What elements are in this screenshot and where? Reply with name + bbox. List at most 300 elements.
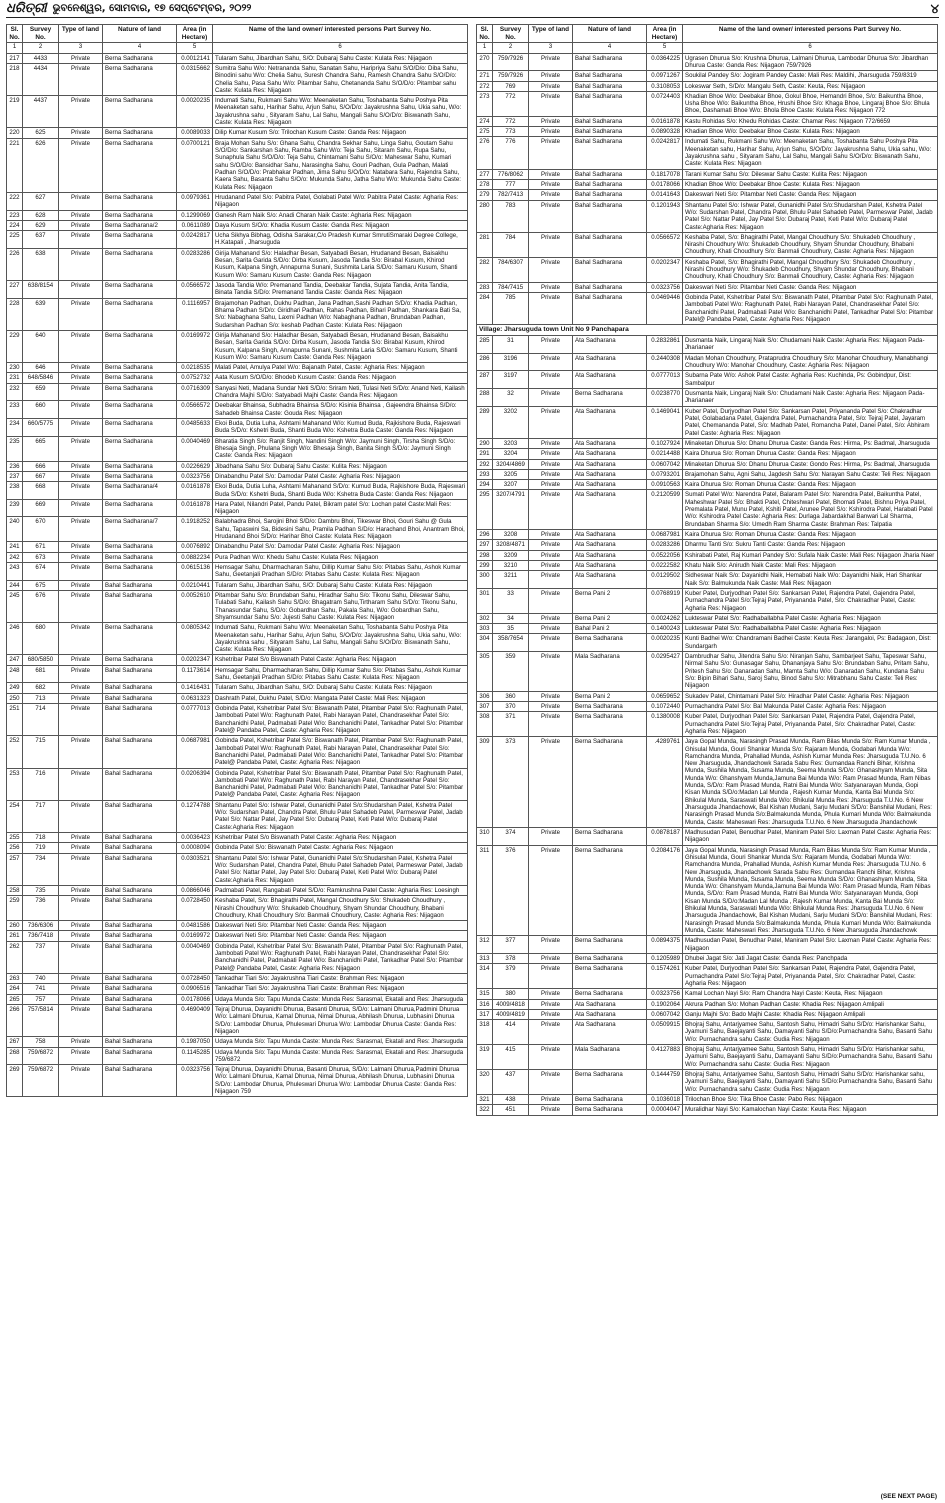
- land-nature: Bahal Sadharana: [573, 169, 647, 179]
- survey-number: 451: [493, 1105, 529, 1115]
- serial-number: 249: [7, 683, 23, 693]
- owner-names: Malati Patel, Amulya Patel W/o: Bajanath Patel, Caste: Agharia Res: Nijagaon: [213, 363, 468, 373]
- land-type: Private: [529, 490, 573, 530]
- land-nature: Bahal Sadharana: [573, 137, 647, 169]
- land-nature: Ata Sadharana: [573, 1009, 647, 1019]
- area-hectare: 0.1145285: [177, 1047, 213, 1065]
- survey-number: 660: [23, 401, 59, 419]
- area-hectare: 0.0611089: [177, 220, 213, 230]
- land-nature: Ata Sadharana: [573, 449, 647, 459]
- land-type: Private: [529, 1070, 573, 1095]
- area-hectare: 0.0566572: [647, 232, 683, 257]
- survey-number: 648/5846: [23, 373, 59, 383]
- land-nature: Berna Sadharana: [103, 298, 177, 330]
- land-type: Private: [59, 471, 103, 481]
- land-nature: Berna Sadharana: [103, 128, 177, 138]
- land-nature: Bahal Sadharana: [103, 665, 177, 683]
- owner-names: Kaira Dhurua S/o: Roman Dhurua Caste: Ganda Res: Nijagaon: [683, 480, 938, 490]
- owner-names: Brajamohan Padhan, Dukhu Padhan, Jana Padhan,Sashi Padhan S/D/o: Khadia Padhan, Bhama Padhan S/D/o: Giridhari Padhan, Rahas Padhan, Bihari Padhan, Shankara Bati Sa, S/o: Nabaghana Sahu, Laxmi Padhan W/o: Nabaghana Padhan, Brundaban Padhan, Sudarshan Padhan S/o: keshab Padhan Caste: Kulata Res: Nijagaon: [213, 298, 468, 330]
- land-type: Private: [529, 282, 573, 292]
- serial-number: 273: [477, 91, 493, 116]
- table-row: [7, 330, 468, 362]
- serial-number: 225: [7, 231, 23, 249]
- land-nature: Bahal Sadharana: [573, 127, 647, 137]
- area-hectare: 0.0161878: [177, 482, 213, 500]
- owner-names: Udaya Munda S/o: Tapu Munda Caste: Munda Res: Sarasmal, Ekatali and Res: Jharsuguda: [213, 1037, 468, 1047]
- land-type: Private: [59, 220, 103, 230]
- serial-number: 256: [7, 843, 23, 853]
- land-type: Private: [529, 550, 573, 560]
- land-nature: Bahal Sadharana: [573, 116, 647, 126]
- land-type: Private: [59, 931, 103, 941]
- owner-names: Tankadhar Tiari S/o: Jayakrushna Tiari Caste: Brahman Res: Nijagaon: [213, 974, 468, 984]
- serial-number: 291: [477, 449, 493, 459]
- survey-number: 736: [23, 896, 59, 921]
- serial-number: 266: [7, 1004, 23, 1036]
- survey-number: 735: [23, 885, 59, 895]
- owner-names: Muralidhar Nayi S/o: Kamalochan Nayi Caste: Keuta Res: Nijagaon: [683, 1105, 938, 1115]
- serial-number: 284: [477, 293, 493, 325]
- table-row: [477, 200, 938, 232]
- area-hectare: 0.1274788: [177, 800, 213, 832]
- land-nature: Berna Sadharana: [573, 936, 647, 954]
- serial-number: 308: [477, 712, 493, 737]
- serial-number: 231: [7, 373, 23, 383]
- column-header: Name of the land owner/ interested persons Part Survey No.: [683, 25, 938, 43]
- serial-number: 260: [7, 921, 23, 931]
- survey-number: 668: [23, 482, 59, 500]
- serial-number: 248: [7, 665, 23, 683]
- owner-names: Minaketan Dhurua S/o: Dhanu Dhurua Caste: Gondo Res: Hirma, Ps: Badmal, Jharsuguda: [683, 459, 938, 469]
- table-row: [477, 459, 938, 469]
- area-hectare: 0.0323756: [647, 989, 683, 999]
- owner-names: Khatu Naik S/o: Anirudh Naik Caste: Mali Res: Nijagaon: [683, 560, 938, 570]
- land-type: Private: [59, 665, 103, 683]
- area-hectare: 0.1987050: [177, 1037, 213, 1047]
- column-number: 3: [529, 43, 573, 53]
- area-hectare: 0.1036018: [647, 1094, 683, 1104]
- land-type: Private: [59, 461, 103, 471]
- land-type: Private: [529, 624, 573, 634]
- column-number: 6: [213, 43, 468, 53]
- owner-names: Keshaba Patel, S/o: Bhagirathi Patel, Mangal Choudhury S/o: Shukadeb Choudhury , Nirashi Choudhury W/o: Shukadeb Choudhury, Shyam Shundar Choudhury, Bhabani Choudhury, Khati Choudhury S/o: Banmali Choudhury, Caste: Agharia Res: Nijagaon: [683, 232, 938, 257]
- table-row: [7, 623, 468, 655]
- area-hectare: 0.2120599: [647, 490, 683, 530]
- column-header: Nature of land: [573, 25, 647, 43]
- land-nature: Berna Sadharana: [573, 712, 647, 737]
- survey-number: 675: [23, 580, 59, 590]
- land-nature: Bahal Sadharana: [573, 179, 647, 189]
- serial-number: 303: [477, 624, 493, 634]
- survey-number: 717: [23, 800, 59, 832]
- survey-number: 3196: [493, 353, 529, 371]
- area-hectare: 0.0777013: [177, 704, 213, 736]
- area-hectare: 0.0607042: [647, 1009, 683, 1019]
- serial-number: 301: [477, 588, 493, 613]
- table-row: [7, 984, 468, 994]
- land-type: Private: [59, 517, 103, 542]
- land-nature: Ata Sadharana: [573, 480, 647, 490]
- area-hectare: 0.3108053: [647, 81, 683, 91]
- area-hectare: 0.0226629: [177, 461, 213, 471]
- table-row: [7, 542, 468, 552]
- land-nature: Bahal Sadharana: [573, 81, 647, 91]
- survey-number: 719: [23, 843, 59, 853]
- land-nature: Bahal Sadharana: [103, 931, 177, 941]
- survey-number: 637: [23, 231, 59, 249]
- area-hectare: 0.0700121: [177, 138, 213, 192]
- land-type: Private: [529, 293, 573, 325]
- owner-names: Tularam Sahu, Jibardhan Sahu, S/O: Dubaraj Sahu Caste: Kulata Res: Nijagaon: [213, 580, 468, 590]
- land-nature: Berna Sadharana: [103, 383, 177, 401]
- land-nature: Berna Sadharana: [573, 989, 647, 999]
- land-nature: Bahal Sadharana: [103, 683, 177, 693]
- owner-names: Ekoi Buda, Dutia Luha, Ashtami Mahanand S/D/o: Kumud Buda, Rajkishore Buda, Rajeswari Buda S/D/o: Kshetri Buda, Shanti Buda W/o: Kshetra Buda Caste: Ganda Res: Nijagaon: [213, 482, 468, 500]
- owner-names: Purnachandra Patel S/o: Bal Makunda Patel Caste: Agharia Res: Nijagaon: [683, 701, 938, 711]
- area-hectare: 0.0283286: [177, 248, 213, 280]
- land-type: Private: [59, 281, 103, 299]
- table-row: [477, 169, 938, 179]
- survey-number: 4434: [23, 63, 59, 95]
- table-row: [7, 383, 468, 401]
- survey-number: 715: [23, 736, 59, 768]
- land-type: Private: [59, 542, 103, 552]
- table-row: [477, 936, 938, 954]
- table-row: [477, 490, 938, 530]
- column-number: 3: [59, 43, 103, 53]
- table-row: [477, 353, 938, 371]
- table-row: [477, 737, 938, 828]
- area-hectare: 0.1201943: [647, 200, 683, 232]
- serial-number: 237: [7, 471, 23, 481]
- serial-number: 250: [7, 693, 23, 703]
- owner-names: Ganju Majhi S/o: Bado Majhi Caste: Khadia Res: Nijagaon Amlipali: [683, 1009, 938, 1019]
- serial-number: 270: [477, 53, 493, 71]
- land-type: Private: [529, 999, 573, 1009]
- area-hectare: 0.0687981: [647, 530, 683, 540]
- owner-names: Madan Mohan Choudhury, Prataprudra Choudhury S/o: Manohar Choudhury, Manabhangi Choudhury W/o: Manohar Choudhury, Caste: Agharia Res: Nijagaon: [683, 353, 938, 371]
- survey-number: 758: [23, 1037, 59, 1047]
- land-type: Private: [529, 1045, 573, 1070]
- area-hectare: 0.0161878: [647, 116, 683, 126]
- area-hectare: 0.0210441: [177, 580, 213, 590]
- survey-number: 680/5850: [23, 655, 59, 665]
- serial-number: 227: [7, 281, 23, 299]
- serial-number: 297: [477, 540, 493, 550]
- area-hectare: 0.0777013: [647, 371, 683, 389]
- serial-number: 310: [477, 827, 493, 845]
- owner-names: Girija Mahanand S/o: Haladhar Besan, Satyabadi Besan, Hrudanand Besan, Baisakhu Besan, Sarita Garida S/D/o: Dirba Kusum, Jasoda Tandia S/o: Birabal Kusum, Khirod Kusum, Kalpana Singh, Annapurna Sunani, Sushmita Laria S/D/o: Samaru Kusum, Shanti Kusum W/o: Samaru Kusum Caste: Ganda Res: Nijagaon: [213, 330, 468, 362]
- area-hectare: 0.0020235: [177, 96, 213, 128]
- owner-names: Jaya Gopal Munda, Narasingh Prasad Munda, Ram Bilas Munda S/o: Ram Kumar Munda , Ghisulal Munda, Gouri Shankar Munda S/o: Rajaram Munda, Godabari Munda W/o: Ramchandra Munda, Prahallad Munda, Ashish Kumar Munda Res: Jharsuguda T.U.No. 6 New Jharsuguda, Jhandachowk Sarada Sabu Res: Gumandaa Ranchi Bihar, Krishna Munda, Sushila Munda, Susama Munda, Seema Munda S/D/o: Ghanashyam Munda, Sita Munda W/o: Ghanshyam Munda,Jamuna Bai Munda W/o: Ram Prasad Munda, Ram Nibas Munda, S/D/o: Ram Prasad Munda, Ratni Bai Munda W/o: Satyanarayan Munda, Gopi Kisan Munda S/D/o:Madan Lal Munda , Rajesh Kumar Munda, Kanta Bai Munda S/o: Bhikulal Munda, Saraswati Munda W/o: Bhikulal Munda Res: Jharsuguda T.U.No. 6 New Jharsuguda Jhandachowk, Bal Kishan Mudani, Sarju Mudani S/D/o: Banshilal Mudani, Res: Narasingh Prasad Munda S/o:Balmakunda Munda, Phula Kumari Munda W/o: Balmakunda Munda, Caste: Maheswari Res: Jharsuguda T.U.No. 6 New Jharsuguda Jhandachowk: [683, 845, 938, 936]
- owner-names: Madhusudan Patel, Benudhar Patel, Maniram Patel S/o: Laxman Patel Caste: Agharia Res: Nijagaon: [683, 827, 938, 845]
- owner-names: Ganesh Ram Naik S/o: Anadi Charan Naik Caste: Agharia Res: Nijagaon: [213, 210, 468, 220]
- survey-number: 670: [23, 517, 59, 542]
- owner-names: Kuber Patel, Durjyodhan Patel S/o: Sankarsan Patel, Rajendra Patel, Gajendra Patel, Purnachandra Patel S/o:Tejraj Patel, Priyananda Patel, S/o: Chakradhar Patel, Caste: Agharia Res: Nijagaon: [683, 588, 938, 613]
- land-type: Private: [529, 1020, 573, 1045]
- land-type: Private: [59, 736, 103, 768]
- serial-number: 251: [7, 704, 23, 736]
- land-type: Private: [59, 383, 103, 401]
- area-hectare: 0.1299069: [177, 210, 213, 220]
- owner-names: Dhubei Jagat S/o: Jati Jagat Caste: Ganda Res: Panchpada: [683, 953, 938, 963]
- table-row: [7, 192, 468, 210]
- table-row: [7, 843, 468, 853]
- area-hectare: 0.0315662: [177, 63, 213, 95]
- table-row: [7, 517, 468, 542]
- area-hectare: 0.1918252: [177, 517, 213, 542]
- serial-number: 265: [7, 994, 23, 1004]
- owner-names: Udaya Munda S/o: Tapu Munda Caste: Munda Res: Sarasmal, Ekatali and Res: Jharsuguda 759/6872: [213, 1047, 468, 1065]
- owner-names: Indumati Sahu, Rukmani Sahu W/o: Meenaketan Sahu, Toshabanta Sahu Poshya Pita Meenaketan sahu, Harihar Sahu, Arjun Sahu, S/O/D/o: Jayakrushna Sahu, Ukia sahu, W/o: Jayakrushna sahu , Sityaram Sahu, Lal Sahu, Mangali Sahu S/O/D/o: Biswanath Sahu, Caste: Kulata Res: Nijagaon: [683, 137, 938, 169]
- area-hectare: 0.0566572: [177, 281, 213, 299]
- owner-names: Dilip Kumar Kusum S/o: Trilochan Kusum Caste: Ganda Res: Nijagaon: [213, 128, 468, 138]
- serial-number: 320: [477, 1070, 493, 1095]
- area-hectare: 0.0716309: [177, 383, 213, 401]
- serial-number: 236: [7, 461, 23, 471]
- table-row: [477, 1070, 938, 1095]
- survey-number: 782/7413: [493, 190, 529, 200]
- land-nature: Berna Sadharana: [103, 373, 177, 383]
- serial-number: 219: [7, 96, 23, 128]
- land-nature: Berna Sadharana: [103, 542, 177, 552]
- table-row: [477, 91, 938, 116]
- owner-names: Tejraj Dhurua, Dayanidhi Dhurua, Basanti Dhurua, S/D/o: Lalmani Dhurua,Padmini Dhurua W/o: Lalmani Dhurua, Kamal Dhurua, Nimai Dhurua, Abhilash Dhurua, Lubhasini Dhurua S/D/o: Lambodar Dhurua, Phuleswari Dhurua W/o: Lambodar Dhurua Caste: Ganda Res: Nijagaon: [213, 1004, 468, 1036]
- land-type: Private: [529, 1105, 573, 1115]
- land-type: Private: [59, 210, 103, 220]
- survey-number: 759/6872: [23, 1065, 59, 1097]
- land-nature: Berna Sadharana: [573, 389, 647, 407]
- serial-number: 302: [477, 613, 493, 623]
- area-hectare: 0.0687981: [177, 736, 213, 768]
- area-hectare: 0.0878187: [647, 827, 683, 845]
- land-nature: Bahal Sadharana: [103, 853, 177, 885]
- survey-number: 4433: [23, 53, 59, 63]
- table-row: [7, 298, 468, 330]
- land-nature: Bahal Sadharana: [103, 768, 177, 800]
- land-type: Private: [529, 137, 573, 169]
- serial-number: 314: [477, 964, 493, 989]
- area-hectare: 0.0238770: [647, 389, 683, 407]
- land-type: Private: [529, 190, 573, 200]
- owner-names: Soukilal Pandey S/o: Jogiram Pandey Caste: Mali Res: Maldihi, Jharsuguda 759/8319: [683, 71, 938, 81]
- owner-names: Madhusudan Patel, Benudhar Patel, Maniram Patel S/o: Laxman Patel Caste: Agharia Res: Nijagaon: [683, 936, 938, 954]
- land-nature: Bahal Sadharana: [103, 941, 177, 973]
- survey-number: 627: [23, 192, 59, 210]
- owner-names: Shantanu Patel S/o: Ishwar Patel, Gunanidhi Patel S/o:Shudarshan Patel, Kshetra Patel W/o: Sudarshan Patel, Chandra Patel, Bhulu Patel Sahadeb Patel, Parmeswar Patel, Jadab Patel S/o: Nattar Patel, Jay Patel S/o: Dubaraj Patel, Keti Patel W/o: Dubaraj Patel Caste:Agharia Res: Nijagaon: [683, 200, 938, 232]
- owner-names: Pura Padhan W/o: Khedu Sahu Caste: Kulata Res: Nijagaon: [213, 552, 468, 562]
- area-hectare: 0.0894375: [647, 936, 683, 954]
- serial-number: 267: [7, 1037, 23, 1047]
- owner-names: Daya Kusum S/O/o: Khadia Kusum Caste: Ganda Res: Nijagaon: [213, 220, 468, 230]
- survey-number: 682: [23, 683, 59, 693]
- table-row: [477, 1009, 938, 1019]
- table-row: [7, 683, 468, 693]
- village-heading-row: [477, 325, 938, 336]
- owner-names: Udaya Munda S/o: Tapu Munda Caste: Munda Res: Sarasmal, Ekatali and Res: Jharsuguda: [213, 994, 468, 1004]
- land-nature: Berna Sadharana: [573, 737, 647, 828]
- area-hectare: 0.1027924: [647, 438, 683, 448]
- owner-names: Minaketan Dhurua S/o: Dhanu Dhurua Caste: Ganda Res: Hirma, Ps: Badmal, Jharsuguda: [683, 438, 938, 448]
- serial-number: 282: [477, 257, 493, 282]
- area-hectare: 0.0364225: [647, 53, 683, 71]
- owner-names: Gobinda Patel S/o: Biswanath Patel Caste: Agharia Res: Nijagaon: [213, 843, 468, 853]
- land-type: Private: [529, 91, 573, 116]
- serial-number: 275: [477, 127, 493, 137]
- table-row: [7, 655, 468, 665]
- area-hectare: 0.4127883: [647, 1045, 683, 1070]
- column-header: Type of land: [529, 25, 573, 43]
- land-nature: Berna Sadharana: [573, 1105, 647, 1115]
- survey-number: 759/6872: [23, 1047, 59, 1065]
- land-type: Private: [59, 1065, 103, 1097]
- area-hectare: 0.2084176: [647, 845, 683, 936]
- table-row: [7, 768, 468, 800]
- serial-number: 296: [477, 530, 493, 540]
- table-row: [7, 885, 468, 895]
- land-type: Private: [59, 853, 103, 885]
- table-row: [7, 552, 468, 562]
- land-type: Private: [59, 580, 103, 590]
- land-nature: Ata Sadharana: [573, 353, 647, 371]
- serial-number: 242: [7, 552, 23, 562]
- land-nature: Berna Sadharana/2: [103, 220, 177, 230]
- land-type: Private: [59, 693, 103, 703]
- owner-names: Trilochan Bhoe S/o: Tika Bhoe Caste: Pabo Res: Nijagaon: [683, 1094, 938, 1104]
- serial-number: 234: [7, 419, 23, 437]
- owner-names: Brajamohan Sahu, Agni Sahu, Jagdesh Sahu S/o: Narayan Sahu Caste: Teli Res: Nijagaon: [683, 469, 938, 479]
- land-nature: Berna Sadharana/4: [103, 482, 177, 500]
- owner-names: Dharmu Tanti S/o: Sukru Tanti Caste: Ganda Res: Nijagaon: [683, 540, 938, 550]
- table-row: [7, 590, 468, 622]
- table-row: [477, 964, 938, 989]
- page-header: [6, 0, 939, 18]
- table-row: [7, 896, 468, 921]
- table-row: [7, 974, 468, 984]
- area-hectare: 0.0866046: [177, 885, 213, 895]
- serial-number: 240: [7, 517, 23, 542]
- table-row: [477, 293, 938, 325]
- survey-number: 638: [23, 248, 59, 280]
- table-row: [7, 401, 468, 419]
- land-type: Private: [529, 1009, 573, 1019]
- land-type: Private: [59, 363, 103, 373]
- owner-names: Tularam Sahu, Jibardhan Sahu, S/O: Dubaraj Sahu Caste: Kulata Res: Nijagaon: [213, 683, 468, 693]
- table-row: [477, 701, 938, 711]
- land-nature: Berna Sadharana: [103, 655, 177, 665]
- land-type: Private: [59, 499, 103, 517]
- owner-names: Girija Mahanand S/o: Haladhar Besan, Satyabadi Besan, Hrudanand Besan, Baisakhu Besan, Sarita Garida S/D/o: Dirba Kusum, Jasoda Tandia S/o: Birabal Kusum, Khirod Kusum, Kalpana Singh, Annapurna Sunani, Sushmita Laria S/D/o: Samaru Kusum, Shanti Kusum W/o: Samaru Kusum Caste: Ganda Res: Nijagaon: [213, 248, 468, 280]
- land-nature: Bahal Sadharana: [103, 885, 177, 895]
- table-row: [477, 845, 938, 936]
- column-number: 2: [23, 43, 59, 53]
- land-nature: Bahal Sadharana: [103, 590, 177, 622]
- survey-number: 639: [23, 298, 59, 330]
- area-hectare: 0.0004047: [647, 1105, 683, 1115]
- land-type: Private: [59, 623, 103, 655]
- land-type: Private: [529, 200, 573, 232]
- land-nature: Bahal Pani 2: [573, 624, 647, 634]
- land-nature: Bahal Sadharana: [103, 974, 177, 984]
- area-hectare: 0.0793201: [647, 469, 683, 479]
- area-hectare: 0.1205989: [647, 953, 683, 963]
- table-row: [477, 953, 938, 963]
- survey-number: 3203: [493, 438, 529, 448]
- table-row: [477, 540, 938, 550]
- owner-names: Kshetribar Patel S/o Biswanath Patel Caste: Agharia Res: Nijagaon: [213, 655, 468, 665]
- land-nature: Ata Sadharana: [573, 571, 647, 589]
- owner-names: Khadian Bhoe W/o: Deebakar Bhoe, Gokul Bhoe, Hemandri Bhoe, S/o: Baikuntha Bhoe, Usha Bhoe W/o: Baikuntha Bhoe, Hrushi Bhoe S/o: Khaga Bhoe, Lingaraj Bhoe S/o: Bhula Bhoe, Dashamati Bhoe W/o: Bhola Bhoe Caste: Kulata Res: Nijagaon 772: [683, 91, 938, 116]
- survey-number: 759/7926: [493, 71, 529, 81]
- land-nature: Bahal Sadharana: [573, 293, 647, 325]
- survey-number: 414: [493, 1020, 529, 1045]
- serial-number: 262: [7, 941, 23, 973]
- land-type: Private: [529, 371, 573, 389]
- survey-number: 370: [493, 701, 529, 711]
- table-row: [7, 128, 468, 138]
- land-type: Private: [59, 683, 103, 693]
- area-hectare: 0.0089033: [177, 128, 213, 138]
- area-hectare: 0.0522056: [647, 550, 683, 560]
- survey-number: 34: [493, 613, 529, 623]
- owner-names: Dakeswari Neti S/o: Pitambar Neti Caste: Ganda Res: Nijagaon: [213, 921, 468, 931]
- survey-number: 773: [493, 127, 529, 137]
- survey-number: 673: [23, 552, 59, 562]
- owner-names: Indumati Sahu, Rukmani Sahu W/o: Meenaketan Sahu, Toshabanta Sahu Poshya Pita Meenaketan sahu, Harihar Sahu, Arjun Sahu, S/O/D/o: Jayakrushna Sahu, Ukia sahu, W/o: Jayakrushna sahu , Sityaram Sahu, Lal Sahu, Mangali Sahu S/O/D/o: Biswanath Sahu, Caste: Kulata Res: Nijagaon: [213, 96, 468, 128]
- owner-names: Dashrath Patel, Dukhu Patel, S/D/o: Mangata Patel Caste: Mali Res: Nijagaon: [213, 693, 468, 703]
- area-hectare: 0.0178066: [177, 994, 213, 1004]
- serial-number: 309: [477, 737, 493, 828]
- table-row: [7, 138, 468, 192]
- column-header: Type of land: [59, 25, 103, 43]
- table-row: [7, 220, 468, 230]
- owner-names: Ugrasen Dhurua S/o: Krushna Dhurua, Lalmani Dhurua, Lambodar Dhurua S/o: Jibardhan Dhurua Caste: Ganda Res: Nijagaon 759/7926: [683, 53, 938, 71]
- serial-number: 319: [477, 1045, 493, 1070]
- serial-number: 280: [477, 200, 493, 232]
- serial-number: 218: [7, 63, 23, 95]
- area-hectare: 0.0631323: [177, 693, 213, 703]
- owner-names: Dambrudhar Sahu, Jitendra Sahu S/o: Niranjan Sahu, Sambarjeet Sahu, Tapeswar Sahu, Nirmal Sahu S/o: Gunasagar Sahu, Dhananjaya Sahu S/o: Brundaban Sahu, Pritam Sahu, Pritesh Sahu S/o: Danaradan Sahu, Mamta Sahu W/o: Danaradan Sahu, Kundana Sahu S/o: Bipin Bihari Sahu, Saroj Sahu, Binod Sahu S/o: Mitrabhanu Sahu Caste: Teli Res: Nijagaon: [683, 652, 938, 692]
- owner-names: Lukteswar Patel S/o: Radhaballabha Patel Caste: Agharia Res: Nijagaon: [683, 613, 938, 623]
- survey-number: 35: [493, 624, 529, 634]
- serial-number: 263: [7, 974, 23, 984]
- serial-number: 224: [7, 220, 23, 230]
- serial-number: 279: [477, 190, 493, 200]
- survey-number: 665: [23, 436, 59, 461]
- survey-number: 681: [23, 665, 59, 683]
- serial-number: 294: [477, 480, 493, 490]
- land-nature: Berna Sadharana: [103, 552, 177, 562]
- serial-number: 312: [477, 936, 493, 954]
- serial-number: 255: [7, 833, 23, 843]
- area-hectare: 0.0979361: [177, 192, 213, 210]
- survey-number: 32: [493, 389, 529, 407]
- table-row: [7, 693, 468, 703]
- owner-names: Sukadev Patel, Chintamani Patel S/o: Hiradhar Patel Caste: Agharia Res: Nijagaon: [683, 691, 938, 701]
- table-row: [7, 931, 468, 941]
- land-type: Private: [59, 1004, 103, 1036]
- serial-number: 322: [477, 1105, 493, 1115]
- table-row: [7, 736, 468, 768]
- owner-names: Ucha Sikhya Bibhag, Odisha Sarakar,C/o Pradesh Kumar SmrutiSmaraki Degree College, H.Katapali , Jharsuguda: [213, 231, 468, 249]
- land-type: Private: [529, 701, 573, 711]
- land-nature: Bahal Sadharana: [573, 71, 647, 81]
- table-row: [477, 116, 938, 126]
- land-type: Private: [529, 459, 573, 469]
- serial-number: 299: [477, 560, 493, 570]
- owner-names: Hemsagar Sahu, Dharmacharan Sahu, Dillip Kumar Sahu S/o: Pitabas Sahu, Ashok Kumar Sahu, Geetanjali Pradhan S/D/o: Pitabas Sahu Caste: Kulata Res: Nijagaon: [213, 665, 468, 683]
- survey-number: 640: [23, 330, 59, 362]
